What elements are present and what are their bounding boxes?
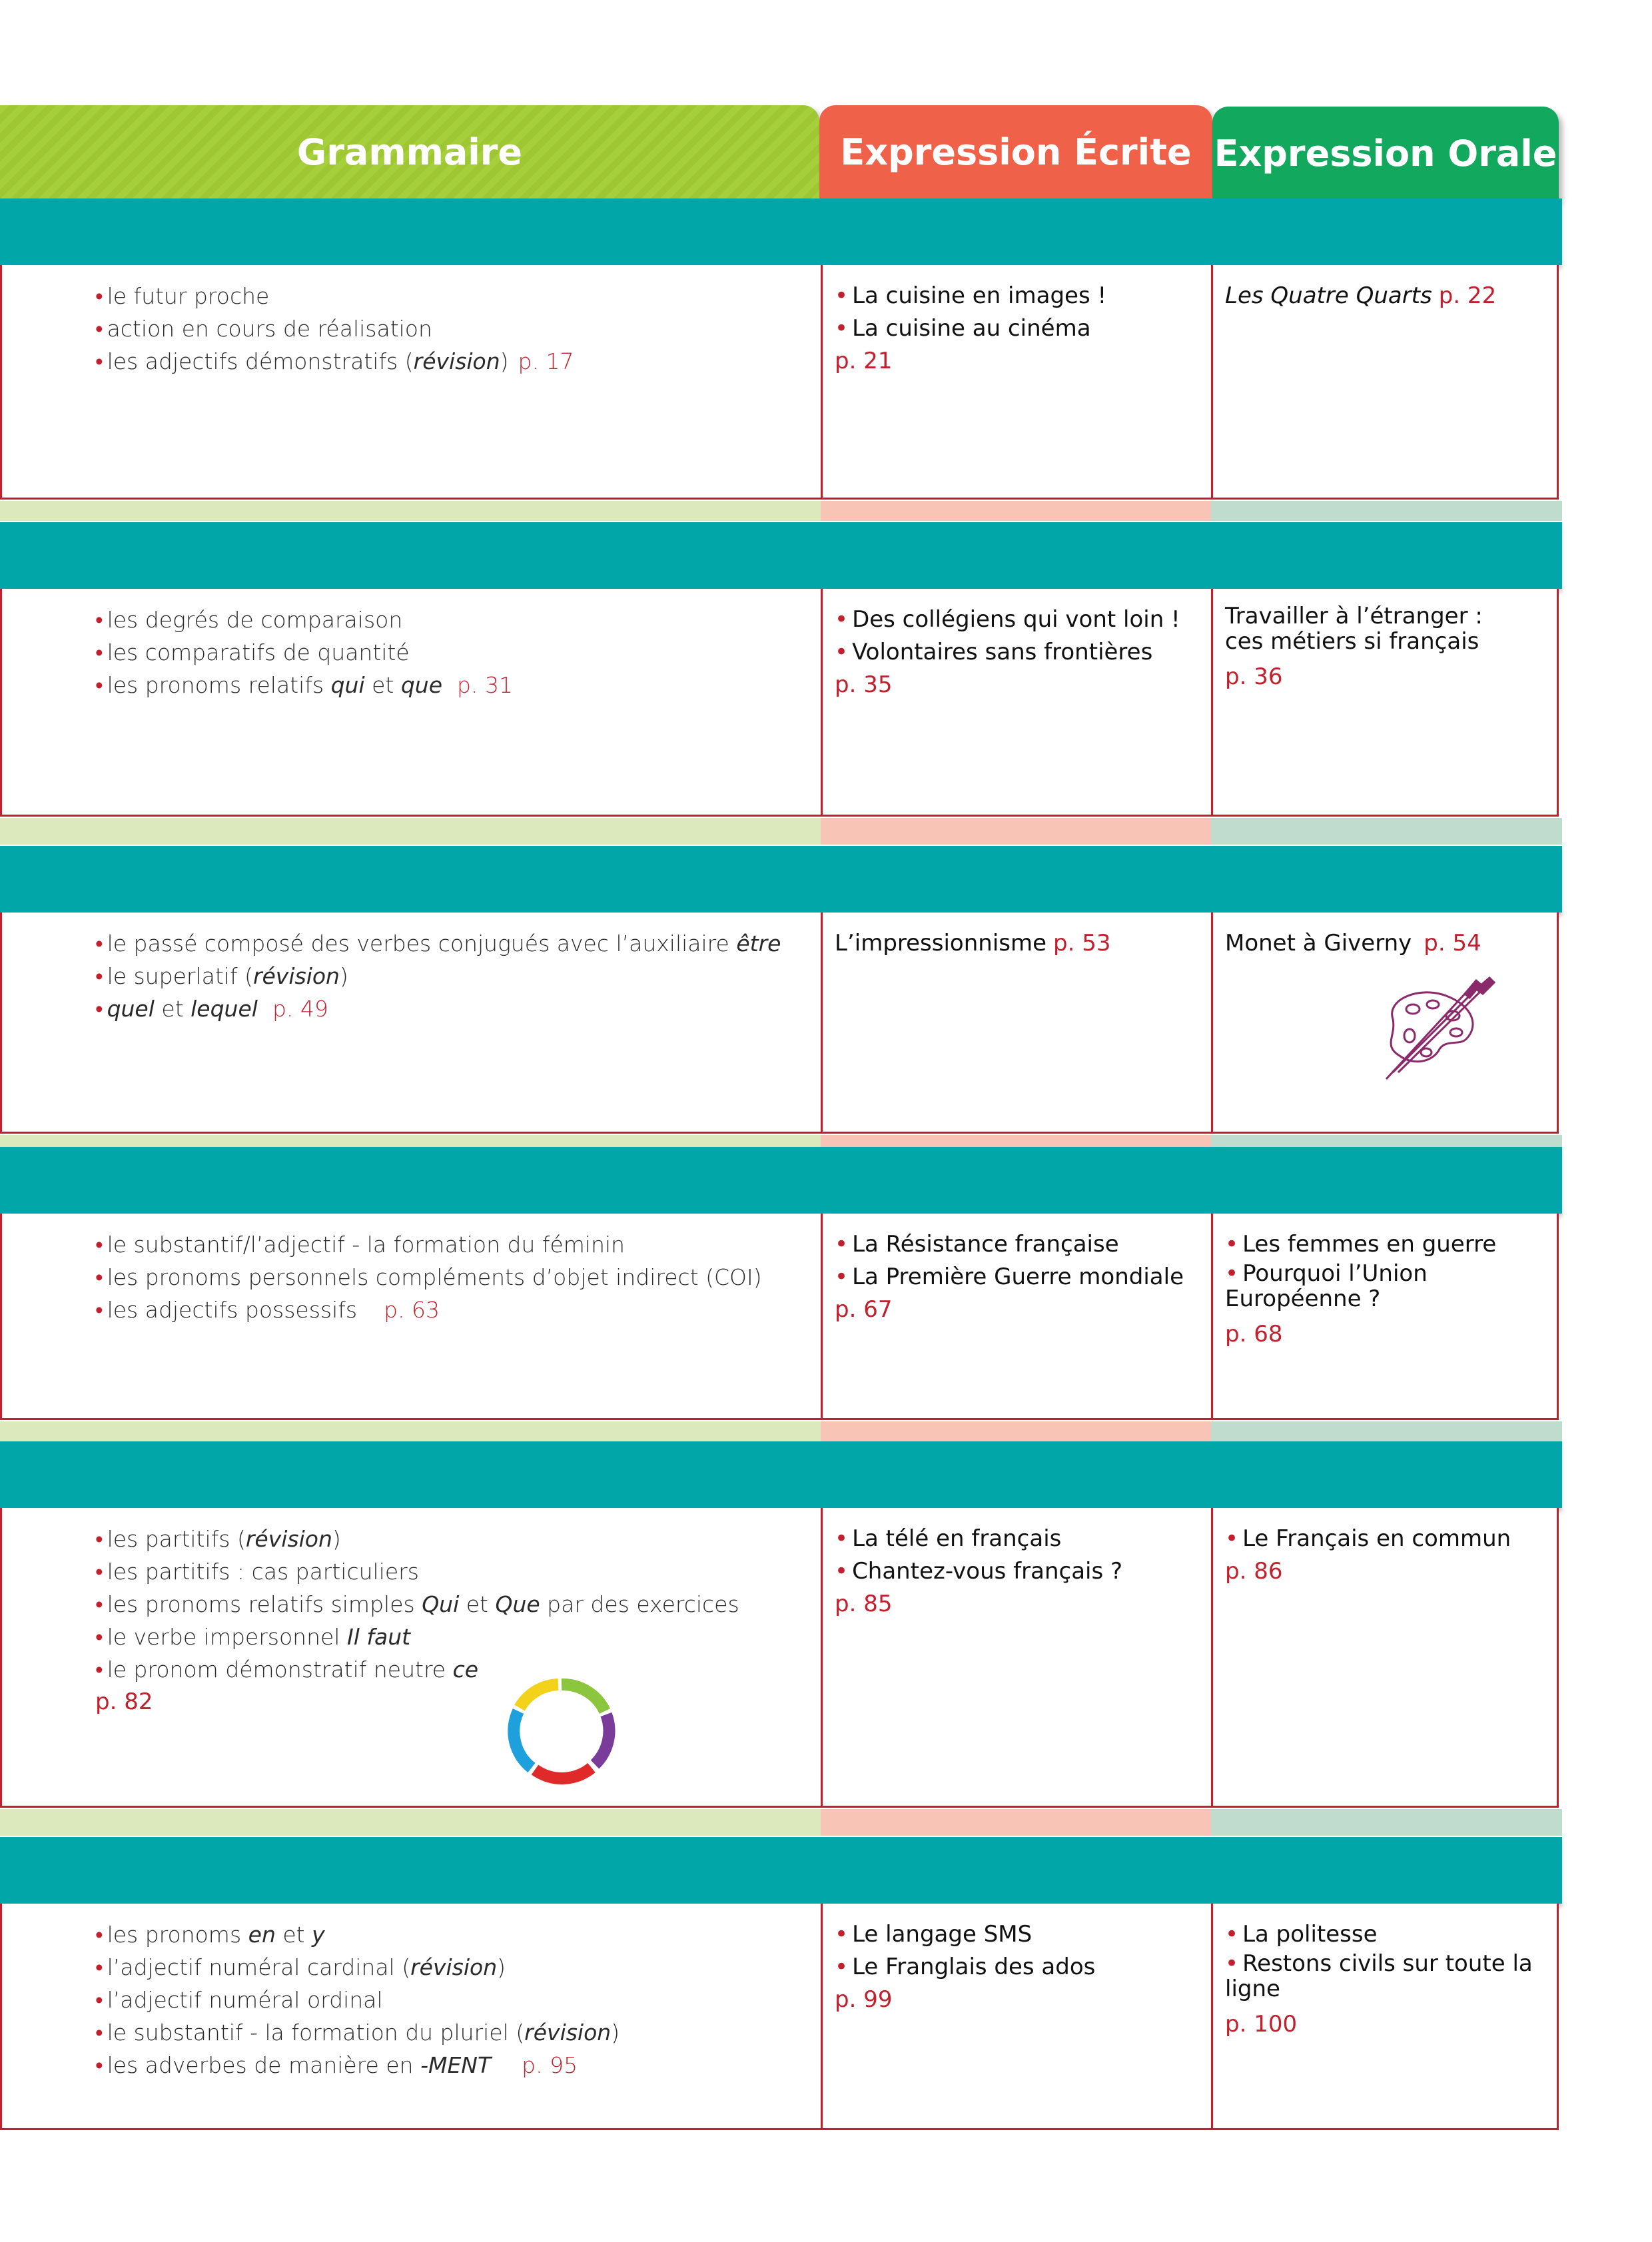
header-expression-orale <box>1212 107 1559 200</box>
list-item: Monet à Giverny p. 54 <box>1225 930 1481 956</box>
list-item: • les degrés de comparaison <box>95 607 403 633</box>
page-ref: p. 22 <box>1438 282 1497 309</box>
unit-banner-5 <box>0 1441 1562 1508</box>
page-ref: p. 67 <box>835 1296 893 1323</box>
header-ecrite-label: Expression Écrite <box>840 131 1192 173</box>
list-item: • La cuisine au cinéma <box>835 315 1091 342</box>
page-ref: p. 31 <box>457 672 513 698</box>
header-expression-ecrite <box>819 105 1212 198</box>
unit-banner-6 <box>0 1837 1562 1904</box>
list-item: • Volontaires sans frontières <box>835 639 1153 665</box>
unit-banner-3 <box>0 846 1562 913</box>
orale-cell-4 <box>1213 1214 1559 1418</box>
list-item: • le futur proche <box>95 283 270 309</box>
list-item: • La cuisine en images ! <box>835 282 1107 309</box>
unit-row-6 <box>0 1904 1559 2130</box>
unit-row-2 <box>0 589 1559 817</box>
unit-banner-2 <box>0 522 1562 589</box>
ecrite-cell-4 <box>823 1214 1213 1418</box>
header-grammaire <box>0 105 819 198</box>
page-ref: p. 21 <box>835 348 893 374</box>
list-item: • le superlatif (révision) <box>95 963 348 989</box>
list-item: • Le Français en commun <box>1225 1525 1511 1552</box>
list-item: • Des collégiens qui vont loin ! <box>835 606 1180 633</box>
page-ref: p. 54 <box>1424 930 1481 956</box>
list-item: • action en cours de réalisation <box>95 316 432 342</box>
page-ref: p. 99 <box>835 1986 893 2013</box>
list-item: • La Première Guerre mondiale <box>835 1264 1184 1290</box>
list-item: • les pronoms personnels compléments d’objet indirect (COI) <box>95 1264 762 1290</box>
grammaire-cell-5 <box>2 1508 823 1806</box>
page-ref: p. 36 <box>1225 663 1283 690</box>
header-orale-label: Expression Orale <box>1214 132 1557 175</box>
list-item: • l’adjectif numéral ordinal <box>95 1987 383 2013</box>
unit-row-4 <box>0 1214 1559 1420</box>
page-ref: p. 35 <box>835 671 893 698</box>
palette-brushes-icon <box>1366 972 1519 1086</box>
list-item: • les pronoms relatifs qui et que p. 31 <box>95 672 513 698</box>
unit-banner-4 <box>0 1147 1562 1214</box>
list-item: • quel et lequel p. 49 <box>95 996 328 1022</box>
orale-cell-2 <box>1213 589 1559 815</box>
grammaire-cell-1 <box>2 265 823 498</box>
list-item: • les adjectifs possessifs p. 63 <box>95 1297 440 1323</box>
list-item: Travailler à l’étranger : ces métiers si français <box>1225 603 1483 655</box>
list-item: • les pronoms relatifs simples Qui et Que par des exercices <box>95 1591 739 1617</box>
list-item: • les comparatifs de quantité <box>95 639 410 665</box>
unit-row-1 <box>0 265 1559 500</box>
list-item: • le passé composé des verbes conjugués avec l’auxiliaire être <box>95 931 781 956</box>
list-item: • Pourquoi l’Union Européenne ? <box>1225 1260 1428 1312</box>
grammaire-cell-2 <box>2 589 823 815</box>
list-item: Les Quatre Quarts p. 22 <box>1225 282 1497 309</box>
grammaire-cell-3 <box>2 913 823 1132</box>
orale-cell-3 <box>1213 913 1559 1132</box>
ecrite-cell-1 <box>823 265 1213 498</box>
grammaire-cell-4 <box>2 1214 823 1418</box>
color-ring-icon <box>505 1675 618 1788</box>
orale-cell-6 <box>1213 1904 1559 2128</box>
page-ref: p. 49 <box>272 996 328 1022</box>
page-ref: p. 86 <box>1225 1558 1283 1585</box>
grammaire-cell-6 <box>2 1904 823 2128</box>
list-item: • le verbe impersonnel Il faut <box>95 1624 411 1650</box>
list-item: • les pronoms en et y <box>95 1922 325 1948</box>
page-ref: p. 17 <box>518 348 574 374</box>
list-item: • La télé en français <box>835 1525 1062 1552</box>
page-ref: p. 63 <box>384 1297 440 1323</box>
header-grammaire-label: Grammaire <box>296 131 523 173</box>
list-item: • Le Franglais des ados <box>835 1954 1096 1980</box>
list-item: • Les femmes en guerre <box>1225 1231 1497 1258</box>
unit-row-5 <box>0 1508 1559 1808</box>
ecrite-cell-6 <box>823 1904 1213 2128</box>
orale-cell-1 <box>1213 265 1559 498</box>
ecrite-cell-3 <box>823 913 1213 1132</box>
list-item: • les partitifs (révision) <box>95 1526 341 1552</box>
ecrite-cell-5 <box>823 1508 1213 1806</box>
list-item: • Chantez-vous français ? <box>835 1558 1123 1585</box>
unit-banner-1 <box>0 198 1562 265</box>
unit-row-3 <box>0 913 1559 1134</box>
page-ref: p. 100 <box>1225 2011 1298 2038</box>
page-ref: p. 95 <box>522 2052 578 2078</box>
list-item: • le substantif - la formation du pluriel (révision) <box>95 2020 620 2046</box>
list-item: • les adjectifs démonstratifs (révision) p. 17 <box>95 348 574 374</box>
list-item: • l’adjectif numéral cardinal (révision) <box>95 1954 506 1980</box>
ecrite-cell-2 <box>823 589 1213 815</box>
page-ref: p. 68 <box>1225 1321 1283 1347</box>
page-ref: p. 53 <box>1053 930 1111 956</box>
orale-cell-5 <box>1213 1508 1559 1806</box>
list-item: • le pronom démonstratif neutre ce <box>95 1657 479 1682</box>
list-item: • Restons civils sur toute la ligne <box>1225 1950 1533 2002</box>
list-item: • Le langage SMS <box>835 1921 1032 1948</box>
page-ref: p. 82 <box>95 1688 153 1715</box>
list-item: • le substantif/l’adjectif - la formation du féminin <box>95 1232 625 1258</box>
list-item: • les partitifs : cas particuliers <box>95 1559 419 1585</box>
page-ref: p. 85 <box>835 1591 893 1617</box>
list-item: • La Résistance française <box>835 1231 1119 1258</box>
list-item: • les adverbes de manière en -MENT p. 95 <box>95 2052 578 2078</box>
list-item: L’impressionnisme p. 53 <box>835 930 1111 956</box>
list-item: • La politesse <box>1225 1921 1378 1948</box>
